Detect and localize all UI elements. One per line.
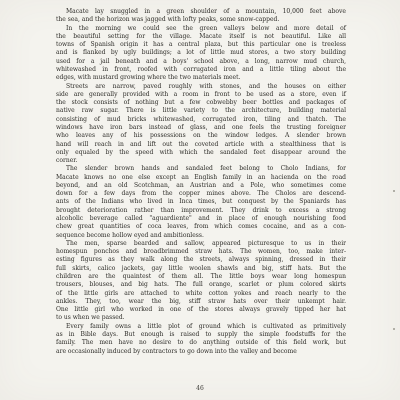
text-line: consisting of mud bricks whitewashed, corrugated iron, tiling and thatch. The [56, 115, 346, 123]
text-line: sequence become hollow eyed and ambitionless. [56, 231, 204, 239]
text-line: edges, with mustard growing where the two materials meet. [56, 74, 241, 82]
text-line: hand will reach in and lift out the coveted article with a stealthiness that is [56, 140, 346, 148]
text-line: trousers, blouses, and big hats. The full orange, scarlet or plum colored skirts [56, 281, 346, 289]
text-line: windows have iron bars instead of glass, and one feels the trusting foreigner [56, 123, 346, 131]
text-line: homespun ponchos and broadbrimmed straw hats. The women, too, make inter- [56, 248, 346, 256]
paragraph [56, 323, 346, 356]
text-line: native raw sugar. There is little variety to the architecture, building material [56, 107, 346, 115]
text-line: the sea, and the horizon was jagged with lofty peaks, some snow-capped. [56, 16, 280, 24]
text-line: the beautiful setting for the village. Macate itself is not beautiful. Like all [56, 32, 346, 40]
paragraph [56, 83, 346, 166]
text-line: Every family owns a little plot of ground which is cultivated as primitively [66, 322, 346, 330]
paragraph [56, 165, 346, 240]
text-line: towns of Spanish origin it has a central plaza, but this particular one is treeless [56, 41, 346, 49]
text-line: In the morning we could see the green valleys below and more detail of [66, 24, 346, 32]
text-line: One little girl who worked in one of the stores always gravely tipped her hat [56, 306, 346, 314]
text-line: alcoholic beverage called "aguardiente" and in place of enough nourishing food [56, 215, 346, 223]
body-text [56, 8, 346, 356]
text-line: children are the quaintest of them all. The little boys wear long homespun [56, 273, 346, 280]
text-line: family. The men have no desire to do anything outside of this field work, but [56, 339, 346, 347]
page-number: 46 [196, 385, 204, 392]
text-line: only equaled by the speed with which the sandaled feet disappear around the [56, 148, 346, 156]
punch-hole-mark [393, 190, 395, 192]
text-line: the stock consists of nothing but a few cobwebby beer bottles and packages of [56, 99, 346, 107]
text-line: side are generally provided with a room in front to be used as a store, even if [56, 90, 346, 98]
text-line: chew great quantities of coca leaves, from which comes cocaine, and as a con- [56, 223, 346, 231]
text-line: esting figures as they walk along the streets, always spinning, dressed in their [56, 256, 346, 264]
paragraph [56, 240, 346, 323]
text-line: whitewashed in front, roofed with corrugated iron and a little tiling about the [56, 65, 346, 73]
text-line: brought deterioration rather than improvement. They drink to excess a strong [56, 206, 346, 214]
text-line: full skirts, calico jackets, gay little woolen shawls and big, stiff hats. But the [56, 264, 346, 272]
text-line: corner. [56, 157, 78, 165]
text-line: and is flanked by ugly buildings; a lot of little mud stores, a two story building [56, 49, 346, 57]
text-line: beyond, and an old Scotchman, an Austrian and a Pole, who sometimes come [56, 181, 346, 189]
paragraph [56, 8, 346, 25]
punch-hole-mark [393, 328, 395, 330]
text-line: Streets are narrow, paved roughly with stones, and the houses on either [66, 82, 346, 90]
text-line: used for a jail beneath and a boys' school above, a long, narrow mud church, [56, 57, 346, 65]
text-line: The men, sparse bearded and sallow, appeared picturesque to us in their [66, 239, 346, 247]
text-line: The slender brown hands and sandaled feet belong to Cholo Indians, for [66, 165, 346, 173]
text-line: Macate lay snuggled in a green shoulder of a mountain, 10,000 feet above [66, 8, 346, 15]
text-line: as in Bible days. But enough is raised to supply the simple foodstuffs for the [56, 330, 346, 338]
text-line: ankles. They, too, wear the big, stiff straw hats over their unkempt hair. [56, 297, 346, 305]
text-line: Macate knows no one else except an English family in an hacienda on the road [56, 173, 346, 181]
text-line: to us when we passed. [56, 314, 125, 322]
text-line: of the little girls are attached to white cotton yokes and reach nearly to the [56, 289, 346, 297]
text-line: who leaves any of his possessions on the window ledges. A slender brown [56, 132, 346, 140]
text-line: are occasionally induced by contractors to go down into the valley and become [56, 347, 297, 355]
text-line: down for a few days from the copper mines above. The Cholos are descend- [56, 190, 346, 198]
text-line: ants of the Indians who lived in Inca times, but conquest by the Spaniards has [56, 198, 346, 206]
paragraph [56, 25, 346, 83]
